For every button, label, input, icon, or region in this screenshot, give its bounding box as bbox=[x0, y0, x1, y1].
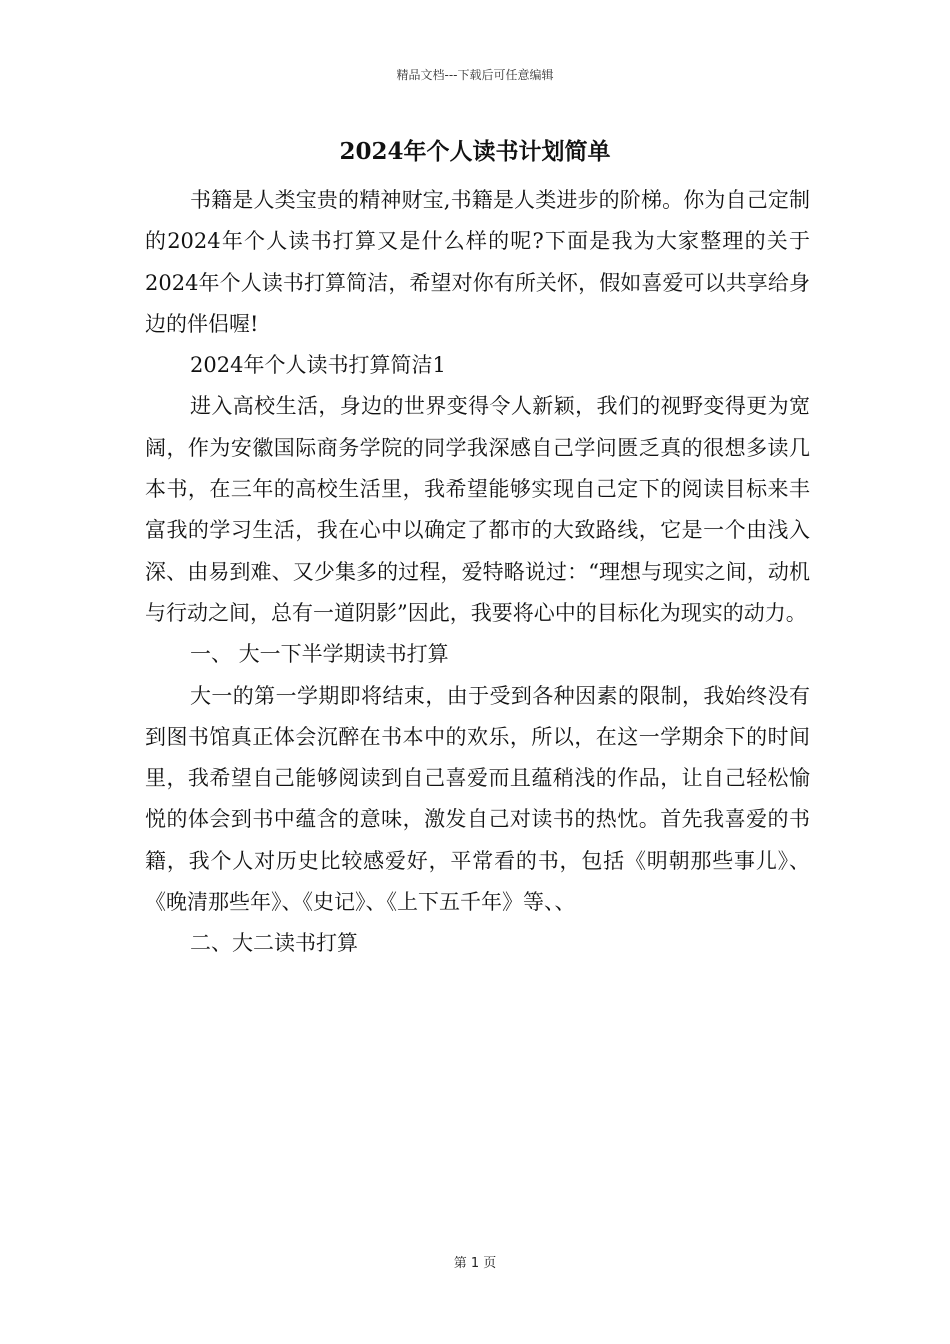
document-body bbox=[145, 180, 810, 965]
body-paragraph: 进入高校生活，身边的世界变得令人新颖，我们的视野变得更为宽阔，作为安徽国际商务学院的同学我深感自己学问匮乏真的很想多读几本书，在三年的高校生活里，我希望能够实现自己定下的阅读目标来丰富我的学习生活，我在心中以确定了都市的大致路线，它是一个由浅入深、由易到难、又少集多的过程，爱特略说过：“理想与现实之间，动机与行动之间，总有一道阴影”因此，我要将心中的目标化为现实的动力。 bbox=[145, 394, 810, 625]
page-header: 精品文档---下载后可任意编辑 bbox=[396, 68, 554, 82]
section-heading-freshman: 一、 大一下半学期读书打算 bbox=[190, 642, 449, 667]
section-heading-plan-1: 2024年个人读书打算简洁1 bbox=[190, 353, 446, 378]
intro-paragraph: 书籍是人类宝贵的精神财宝,书籍是人类进步的阶梯。你为自己定制的2024年个人读书打算又是什么样的呢?下面是我为大家整理的关于2024年个人读书打算简洁，希望对你有所关怀，假如喜爱可以共享给身边的伴侣喔! bbox=[145, 188, 810, 336]
body-paragraph: 大一的第一学期即将结束，由于受到各种因素的限制，我始终没有到图书馆真正体会沉醉在书本中的欢乐，所以，在这一学期余下的时间里，我希望自己能够阅读到自己喜爱而且蕴稍浅的作品，让自己轻松愉悦的体会到书中蕴含的意味，激发自己对读书的热忱。首先我喜爱的书籍，我个人对历史比较感爱好，平常看的书，包括《明朝那些事儿》、《晚清那些年》、《史记》、《上下五千年》等、、 bbox=[145, 683, 810, 915]
page-number: 第 1 页 bbox=[453, 1256, 497, 1271]
section-heading-sophomore: 二、大二读书打算 bbox=[190, 931, 358, 956]
document-title: 2024年个人读书计划简单 bbox=[339, 138, 611, 165]
